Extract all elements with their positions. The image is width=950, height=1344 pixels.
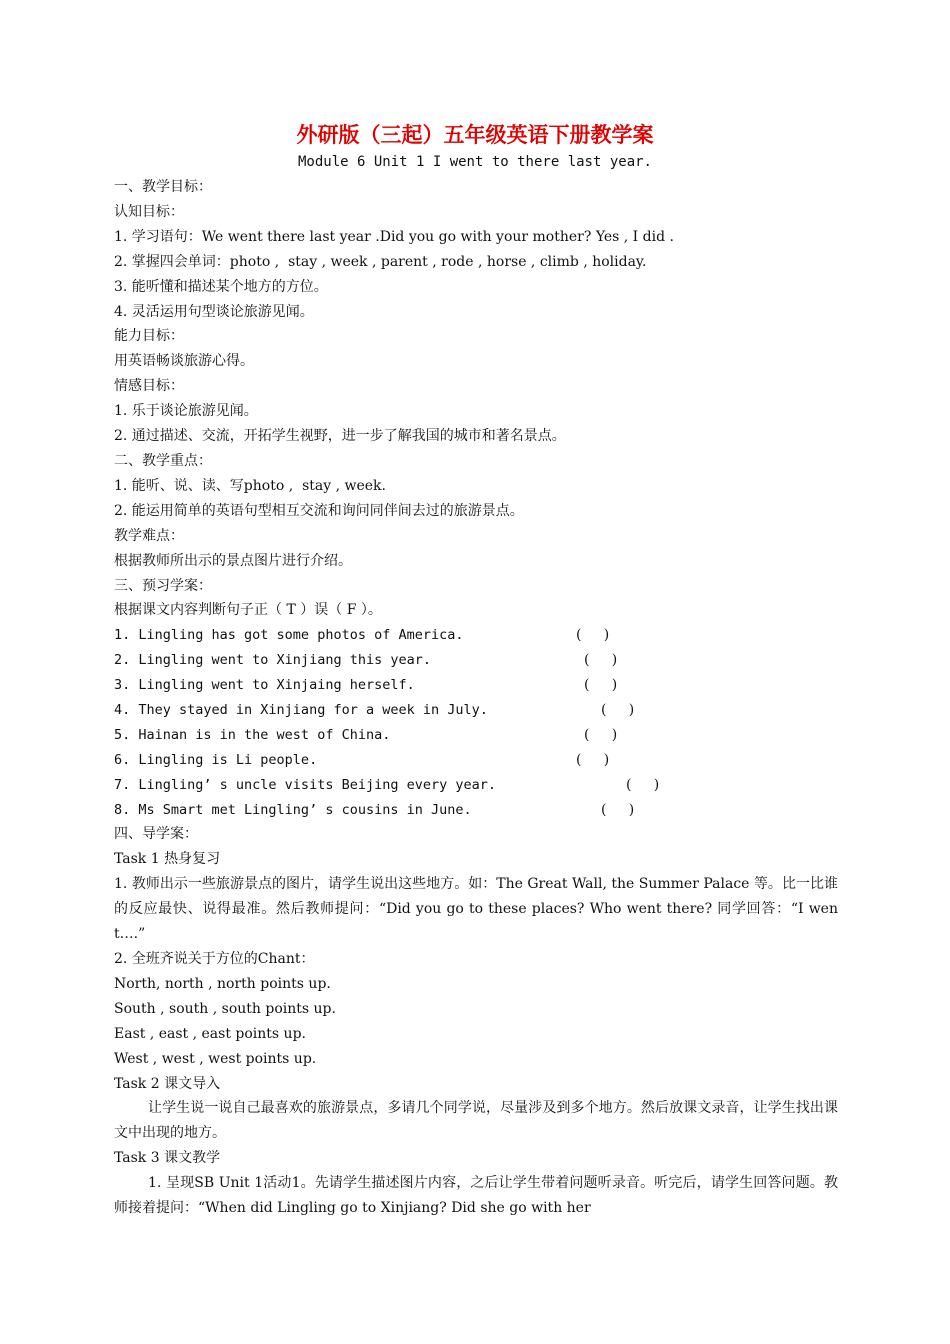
text-line: 情感目标： bbox=[114, 378, 184, 395]
question-row bbox=[114, 648, 838, 673]
question-text: 8. Ms Smart met Lingling’ s cousins in June. bbox=[114, 801, 472, 818]
chant-line: North, north , north points up. bbox=[114, 975, 331, 992]
answer-blank[interactable]: ( ) bbox=[626, 776, 660, 793]
answer-blank[interactable]: ( ) bbox=[601, 801, 635, 818]
answer-blank[interactable]: ( ) bbox=[601, 701, 635, 718]
text-line: 根据课文内容判断句子正（ T ）误（ F ）。 bbox=[114, 602, 382, 619]
text-line: 1. 学习语句：We went there last year .Did you go with your mother? Yes , I did . bbox=[114, 228, 674, 245]
question-row bbox=[114, 623, 838, 648]
question-text: 4. They stayed in Xinjiang for a week in July. bbox=[114, 701, 488, 718]
chant-line: South , south , south points up. bbox=[114, 1000, 336, 1017]
answer-blank[interactable]: ( ) bbox=[584, 677, 618, 694]
paragraph: 让学生说一说自己最喜欢的旅游景点，多请几个同学说，尽量涉及到多个地方。然后放课文录音，让学生找出课文中出现的地方。 bbox=[114, 1100, 838, 1142]
text-line: 1. 能听、说、读、写photo , stay , week. bbox=[114, 477, 386, 494]
answer-blank[interactable]: ( ) bbox=[576, 627, 610, 644]
text-line: 3. 能听懂和描述某个地方的方位。 bbox=[114, 278, 328, 295]
section-heading: 四、导学案： bbox=[114, 826, 198, 843]
text-line: 认知目标： bbox=[114, 203, 184, 220]
text-line: 能力目标： bbox=[114, 328, 184, 345]
document-title: 外研版（三起）五年级英语下册教学案 bbox=[296, 122, 654, 147]
task-heading: Task 3 课文教学 bbox=[114, 1150, 221, 1167]
true-false-questions bbox=[114, 623, 838, 822]
question-text: 3. Lingling went to Xinjaing herself. bbox=[114, 677, 415, 694]
text-line: 2. 通过描述、交流，开拓学生视野，进一步了解我国的城市和著名景点。 bbox=[114, 428, 566, 445]
text-line: 一、教学目标： bbox=[114, 179, 212, 195]
answer-blank[interactable]: ( ) bbox=[584, 726, 618, 743]
question-text: 6. Lingling is Li people. bbox=[114, 751, 318, 768]
text-line: 1. 乐于谈论旅游见闻。 bbox=[114, 403, 258, 420]
text-line: 4. 灵活运用句型谈论旅游见闻。 bbox=[114, 303, 314, 320]
task-heading: Task 1 热身复习 bbox=[114, 851, 221, 868]
question-text: 5. Hainan is in the west of China. bbox=[114, 726, 391, 743]
question-row bbox=[114, 723, 838, 748]
answer-blank[interactable]: ( ) bbox=[576, 751, 610, 768]
paragraph: 1. 呈现SB Unit 1活动1。先请学生描述图片内容，之后让学生带着问题听录音。听完后，请学生回答问题。教师接着提问：“When did Lingling go to Xinjiang? Did she go with her bbox=[114, 1175, 838, 1217]
chant-line: West , west , west points up. bbox=[114, 1050, 317, 1067]
question-row bbox=[114, 798, 838, 823]
answer-blank[interactable]: ( ) bbox=[584, 652, 618, 669]
document-subtitle: Module 6 Unit 1 I went to there last year. bbox=[297, 154, 652, 170]
question-row bbox=[114, 673, 838, 698]
question-row bbox=[114, 698, 838, 723]
text-line: 教学难点： bbox=[114, 527, 184, 544]
text-line: 2. 能运用简单的英语句型相互交流和询问同伴间去过的旅游景点。 bbox=[114, 502, 524, 519]
question-text: 2. Lingling went to Xinjiang this year. bbox=[114, 652, 431, 669]
task-heading: Task 2 课文导入 bbox=[114, 1075, 221, 1092]
document-body bbox=[114, 175, 838, 1221]
question-text: 7. Lingling’ s uncle visits Beijing every year. bbox=[114, 776, 497, 793]
objectives-section bbox=[114, 175, 838, 623]
text-line: 二、教学重点： bbox=[114, 452, 212, 469]
text-line: 用英语畅谈旅游心得。 bbox=[114, 353, 254, 370]
question-row bbox=[114, 773, 838, 798]
text-line: 根据教师所出示的景点图片进行介绍。 bbox=[114, 552, 352, 569]
text-line: 2. 掌握四会单词：photo , stay , week , parent , rode , horse , climb , holiday. bbox=[114, 253, 647, 270]
chant-line: East , east , east points up. bbox=[114, 1025, 306, 1042]
text-line: 2. 全班齐说关于方位的Chant： bbox=[114, 950, 315, 967]
question-text: 1. Lingling has got some photos of America. bbox=[114, 627, 464, 644]
text-line: 三、预习学案： bbox=[114, 577, 212, 594]
paragraph: 1. 教师出示一些旅游景点的图片，请学生说出这些地方。如：The Great Wall, the Summer Palace 等。比一比谁的反应最快、说得最准。然后教师提问：“Did you go to these places? Who went there? 同学回答：“I went….” bbox=[114, 876, 838, 943]
guide-section bbox=[114, 822, 838, 1221]
question-row bbox=[114, 748, 838, 773]
